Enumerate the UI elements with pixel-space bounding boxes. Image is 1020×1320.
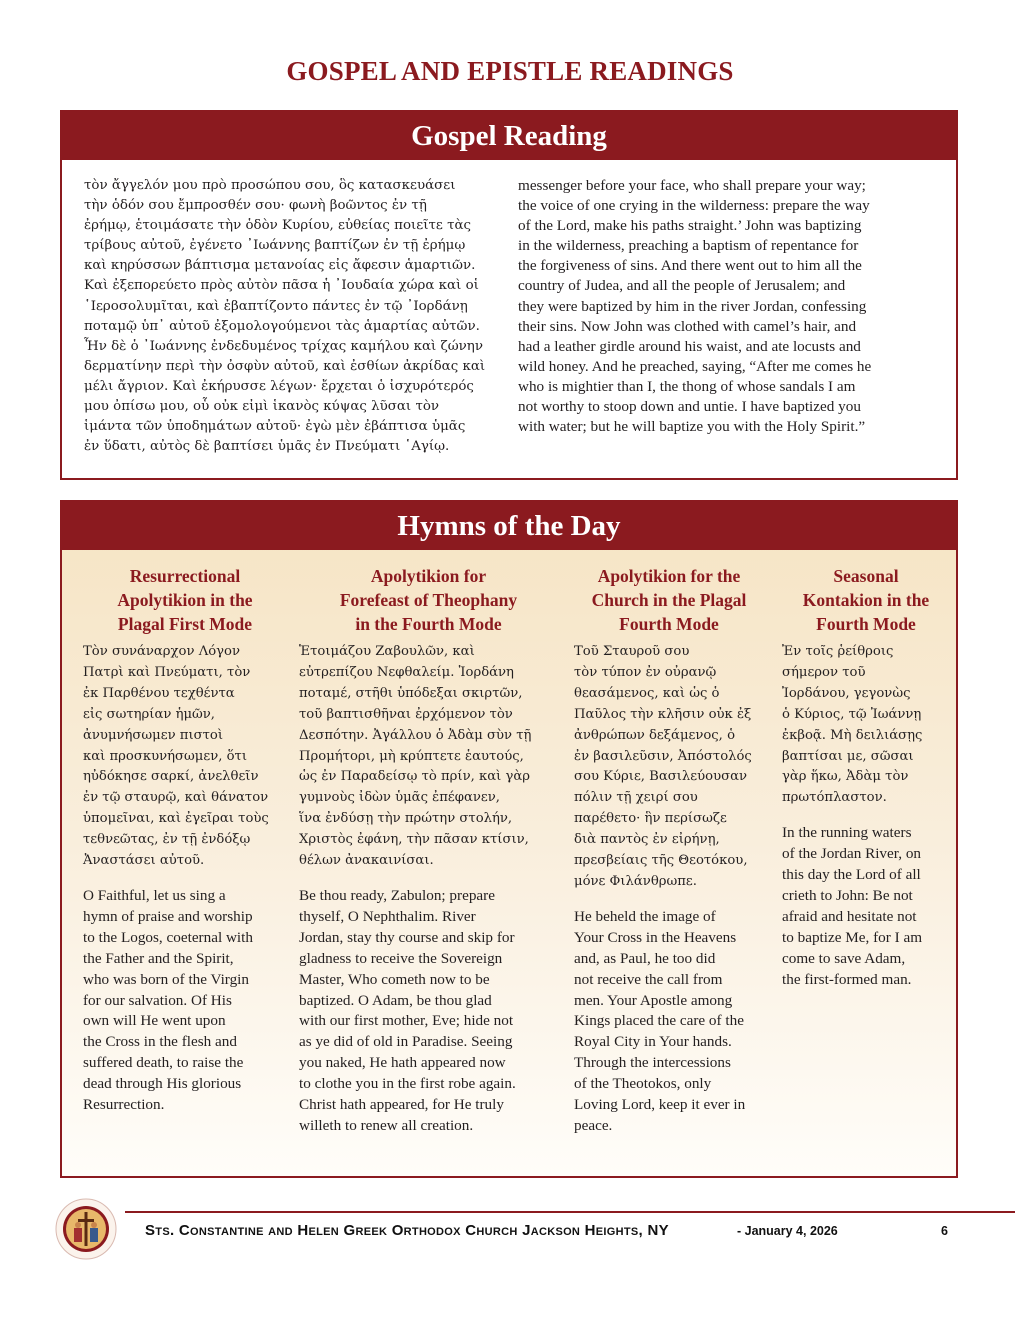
hymn-title bbox=[574, 564, 764, 636]
text-line: to the Logos, coeternal with bbox=[83, 928, 253, 946]
text-line: ἐν ὕδατι, αὐτὸς δὲ βαπτίσει ὑμᾶς ἐν Πνεύματι ῾Αγίῳ. bbox=[84, 439, 450, 455]
text-line: Χριστὸς ἐφάνη, τὴν πᾶσαν κτίσιν, bbox=[299, 832, 529, 848]
text-line: He beheld the image of bbox=[574, 907, 716, 925]
text-line: thyself, O Nephthalim. River bbox=[299, 907, 476, 925]
hymn-greek-text bbox=[574, 642, 764, 893]
text-line: διὰ παντὸς ἐν εἰρήνῃ, bbox=[574, 832, 720, 848]
text-line: μου ὀπίσω μου, οὗ οὐκ εἰμὶ ἱκανὸς κύψας λῦσαι τὸν bbox=[84, 399, 440, 415]
text-line: εἰς σωτηρίαν ἡμῶν, bbox=[83, 706, 216, 722]
text-line: gladness to receive the Sovereign bbox=[299, 949, 503, 967]
text-line: Ἐν τοῖς ῥείθροις bbox=[782, 644, 894, 659]
text-line: O Faithful, let us sing a bbox=[83, 886, 226, 904]
text-line: ηὐδόκησε σαρκί, ἀνελθεῖν bbox=[83, 769, 259, 785]
text-line: not worthy to stoop down and untie. I have baptized you bbox=[518, 398, 861, 416]
text-line: Ἰορδάνου, γεγονὼς bbox=[782, 685, 911, 701]
page-footer bbox=[55, 1196, 965, 1266]
text-line: come to save Adam, bbox=[782, 949, 906, 967]
text-line: own will He went upon bbox=[83, 1012, 226, 1030]
text-line: πόλιν τῇ χειρί σου bbox=[574, 790, 698, 806]
text-line: Καὶ ἐξεπορεύετο πρὸς αὐτὸν πᾶσα ἡ ᾿Ιουδαία χώρα καὶ οἱ bbox=[84, 278, 479, 294]
text-line: wild honey. And he preached, saying, “After me comes he bbox=[518, 357, 872, 375]
text-line: τρίβους αὐτοῦ, ἐγένετο ᾿Ιωάννης βαπτίζων ἐν τῇ ἐρήμῳ bbox=[84, 238, 466, 254]
text-line: Apolytikion in the bbox=[117, 590, 253, 610]
text-line: πρεσβείαις τῆς Θεοτόκου, bbox=[574, 853, 748, 869]
bulletin-date: - January 4, 2026 bbox=[737, 1224, 838, 1238]
text-line: σου Κύριε, Βασιλεύουσαν bbox=[574, 769, 748, 785]
text-line: ἐρήμῳ, ἑτοιμάσατε τὴν ὁδὸν Κυρίου, εὐθείας ποιεῖτε τὰς bbox=[84, 218, 472, 234]
text-line: the Cross in the flesh and bbox=[83, 1033, 237, 1051]
text-line: Church in the Plagal bbox=[591, 590, 747, 610]
text-line: Ἀναστάσει αὐτοῦ. bbox=[83, 853, 205, 869]
footer-divider bbox=[125, 1211, 1015, 1213]
text-line: not receive the call from bbox=[574, 970, 723, 988]
text-line: ποταμῷ ὑπ᾿ αὐτοῦ ἐξομολογούμενοι τὰς ἁμαρτίας αὐτῶν. bbox=[84, 318, 480, 334]
text-line: Ἦν δὲ ὁ ᾿Ιωάννης ἐνδεδυμένος τρίχας καμήλου καὶ ζώνην bbox=[84, 338, 483, 354]
text-line: country of Judea, and all the people of Jerusalem; and bbox=[518, 277, 846, 295]
hymn-column bbox=[62, 564, 299, 1137]
text-line: παρέθετο· ἣν περίσωζε bbox=[574, 811, 727, 827]
hymn-title bbox=[83, 564, 287, 636]
text-line: τὸν τύπον ἐν οὐρανῷ bbox=[574, 664, 717, 680]
text-line: Δεσπότην. Ἀγάλλου ὁ Ἀδὰμ σὺν τῇ bbox=[299, 727, 532, 743]
text-line: the Father and the Spirit, bbox=[83, 949, 234, 967]
hymn-title bbox=[299, 564, 558, 636]
hymn-english-text bbox=[574, 907, 764, 1137]
text-line: this day the Lord of all bbox=[782, 866, 921, 884]
text-line: dead through His glorious bbox=[83, 1075, 242, 1093]
hymn-column bbox=[299, 564, 564, 1137]
text-line: βαπτίσαι με, σῶσαι bbox=[782, 748, 914, 764]
text-line: Resurrectional bbox=[129, 566, 241, 586]
text-line: Ἑτοιμάζου Ζαβουλῶν, καὶ bbox=[299, 644, 475, 659]
text-line: suffered death, to raise the bbox=[83, 1054, 244, 1072]
text-line: baptized. O Adam, be thou glad bbox=[299, 991, 492, 1009]
text-line: as ye did of old in Paradise. Seeing bbox=[299, 1033, 513, 1051]
text-line: of the Theotokos, only bbox=[574, 1075, 712, 1093]
text-line: τὴν ὁδόν σου ἔμπροσθέν σου· φωνὴ βοῶντος ἐν τῇ bbox=[84, 198, 427, 214]
text-line: εὐτρεπίζου Νεφθαλείμ. Ἰορδάνη bbox=[299, 664, 514, 680]
hymn-english-text bbox=[782, 823, 950, 990]
gospel-reading-section bbox=[60, 110, 958, 480]
text-line: the forgiveness of sins. And there went out to him all the bbox=[518, 257, 862, 275]
text-line: the first-formed man. bbox=[782, 970, 912, 988]
hymn-english-text bbox=[83, 886, 287, 1116]
hymn-column bbox=[564, 564, 774, 1137]
text-line: Seasonal bbox=[833, 566, 899, 586]
text-line: ἵνα ἐνδύσῃ τὴν πρώτην στολήν, bbox=[299, 811, 513, 827]
text-line: who was born of the Virgin bbox=[83, 970, 249, 988]
text-line: Through the intercessions bbox=[574, 1054, 731, 1072]
church-seal-icon bbox=[55, 1198, 117, 1260]
text-line: Πατρὶ καὶ Πνεύματι, τὸν bbox=[83, 664, 251, 680]
text-line: Christ hath appeared, for He truly bbox=[299, 1096, 504, 1114]
text-line: Kontakion in the bbox=[802, 590, 930, 610]
hymn-title bbox=[782, 564, 950, 636]
text-line: ὁ Κύριος, τῷ Ἰωάννῃ bbox=[782, 706, 922, 722]
text-line: γυμνοὺς ἰδὼν ὑμᾶς ἐπέφανεν, bbox=[299, 790, 500, 806]
text-line: Προμήτορι, μὴ κρύπτετε ἑαυτούς, bbox=[299, 748, 524, 764]
text-line: to baptize Me, for I am bbox=[782, 928, 923, 946]
text-line: and, as Paul, he too did bbox=[574, 949, 716, 967]
text-line: you naked, He hath appeared now bbox=[299, 1054, 506, 1072]
text-line: πρωτόπλαστον. bbox=[782, 790, 887, 806]
text-line: crieth to John: Be not bbox=[782, 886, 913, 904]
hymn-greek-text bbox=[299, 642, 558, 872]
text-line: their sins. Now John was clothed with camel’s hair, and bbox=[518, 317, 857, 335]
text-line: Resurrection. bbox=[83, 1096, 165, 1114]
text-line: σήμερον τοῦ bbox=[782, 664, 866, 680]
text-line: ῾Ιεροσολυμῖται, καὶ ἐβαπτίζοντο πάντες ἐν τῷ ᾿Ιορδάνῃ bbox=[84, 298, 468, 314]
gospel-greek-text bbox=[84, 176, 500, 457]
hymns-section bbox=[60, 500, 958, 1178]
text-line: τὸν ἄγγελόν μου πρὸ προσώπου σου, ὃς κατασκευάσει bbox=[84, 178, 456, 193]
text-line: ποταμέ, στῆθι ὑπόδεξαι σκιρτῶν, bbox=[299, 685, 523, 701]
text-line: hymn of praise and worship bbox=[83, 907, 253, 925]
text-line: In the running waters bbox=[782, 824, 912, 842]
text-line: θέλων ἀνακαινίσαι. bbox=[299, 853, 434, 869]
text-line: ἀνθρώπων δεξάμενος, ὁ bbox=[574, 727, 736, 743]
text-line: Master, Who cometh now to be bbox=[299, 970, 490, 988]
hymns-header: Hymns of the Day bbox=[62, 502, 956, 550]
text-line: with our first mother, Eve; hide not bbox=[299, 1012, 514, 1030]
text-line: who is mightier than I, the thong of whose sandals I am bbox=[518, 377, 856, 395]
text-line: Be thou ready, Zabulon; prepare bbox=[299, 886, 495, 904]
text-line: Forefeast of Theophany bbox=[339, 590, 518, 610]
text-line: Apolytikion for bbox=[370, 566, 487, 586]
text-line: Plagal First Mode bbox=[117, 614, 253, 634]
text-line: ἐν τῷ σταυρῷ, καὶ θάνατον bbox=[83, 790, 269, 806]
text-line: ἱμάντα τῶν ὑποδημάτων αὐτοῦ· ἐγὼ μὲν ἐβάπτισα ὑμᾶς bbox=[84, 419, 466, 435]
text-line: of the Lord, make his paths straight.’ John was baptizing bbox=[518, 217, 862, 235]
text-line: Παῦλος τὴν κλῆσιν οὐκ ἐξ bbox=[574, 706, 752, 722]
text-line: ὡς ἐν Παραδείσῳ τὸ πρίν, καὶ γὰρ bbox=[299, 769, 531, 785]
text-line: in the Fourth Mode bbox=[355, 614, 502, 634]
text-line: in the wilderness, preaching a baptism of repentance for bbox=[518, 237, 859, 255]
text-line: ἐκ Παρθένου τεχθέντα bbox=[83, 685, 235, 701]
text-line: μόνε Φιλάνθρωπε. bbox=[574, 873, 697, 889]
text-line: of the Jordan River, on bbox=[782, 845, 922, 863]
text-line: Kings placed the care of the bbox=[574, 1012, 744, 1030]
text-line: τεθνεῶτας, ἐν τῇ ἐνδόξῳ bbox=[83, 832, 251, 848]
page-title: GOSPEL AND EPISTLE READINGS bbox=[286, 56, 734, 86]
text-line: καὶ προσκυνήσωμεν, ὅτι bbox=[83, 748, 248, 764]
text-line: men. Your Apostle among bbox=[574, 991, 733, 1009]
text-line: θεασάμενος, καὶ ὡς ὁ bbox=[574, 685, 720, 701]
text-line: with water; but he will baptize you with the Holy Spirit.” bbox=[518, 418, 866, 436]
text-line: peace. bbox=[574, 1116, 613, 1134]
text-line: τοῦ βαπτισθῆναι ἐρχόμενον τὸν bbox=[299, 706, 513, 722]
church-name: Sts. Constantine and Helen Greek Orthodox Church Jackson Heights, NY bbox=[145, 1222, 669, 1239]
text-line: Loving Lord, keep it ever in bbox=[574, 1096, 746, 1114]
text-line: Τὸν συνάναρχον Λόγον bbox=[83, 644, 241, 659]
text-line: willeth to renew all creation. bbox=[299, 1116, 474, 1134]
page-number: 6 bbox=[941, 1224, 948, 1238]
text-line: μέλι ἄγριον. Καὶ ἐκήρυσσε λέγων· ἔρχεται ὁ ἰσχυρότερός bbox=[84, 378, 474, 394]
text-line: afraid and hesitate not bbox=[782, 907, 917, 925]
text-line: Fourth Mode bbox=[816, 614, 916, 634]
text-line: had a leather girdle around his waist, and ate locusts and bbox=[518, 337, 861, 355]
text-line: Apolytikion for the bbox=[597, 566, 741, 586]
text-line: they were baptized by him in the river Jordan, confessing bbox=[518, 297, 867, 315]
text-line: καὶ κηρύσσων βάπτισμα μετανοίας εἰς ἄφεσιν ἁμαρτιῶν. bbox=[84, 258, 476, 274]
hymn-greek-text bbox=[782, 642, 950, 809]
text-line: Fourth Mode bbox=[619, 614, 719, 634]
text-line: Jordan, stay thy course and skip for bbox=[299, 928, 515, 946]
text-line: Your Cross in the Heavens bbox=[574, 928, 737, 946]
text-line: ἀνυμνήσωμεν πιστοὶ bbox=[83, 727, 224, 743]
text-line: messenger before your face, who shall prepare your way; bbox=[518, 177, 866, 194]
text-line: to clothe you in the first robe again. bbox=[299, 1075, 516, 1093]
hymn-column bbox=[774, 564, 956, 1137]
text-line: for our salvation. Of His bbox=[83, 991, 232, 1009]
gospel-reading-header: Gospel Reading bbox=[62, 112, 956, 160]
text-line: the voice of one crying in the wilderness: prepare the way bbox=[518, 197, 870, 215]
text-line: ἐν βασιλεῦσιν, Ἀπόστολός bbox=[574, 748, 752, 764]
text-line: δερματίνην περὶ τὴν ὀσφὺν αὐτοῦ, καὶ ἐσθίων ἀκρίδας καὶ bbox=[84, 358, 486, 374]
gospel-english-text bbox=[518, 176, 934, 457]
text-line: γὰρ ἥκω, Ἀδὰμ τὸν bbox=[782, 769, 909, 785]
hymn-greek-text bbox=[83, 642, 287, 872]
hymn-english-text bbox=[299, 886, 558, 1137]
text-line: Τοῦ Σταυροῦ σου bbox=[574, 644, 690, 659]
text-line: ἐκβοᾷ. Μὴ δειλιάσῃς bbox=[782, 727, 923, 743]
text-line: ὑπομεῖναι, καὶ ἐγεῖραι τοὺς bbox=[83, 811, 269, 827]
text-line: Royal City in Your hands. bbox=[574, 1033, 732, 1051]
